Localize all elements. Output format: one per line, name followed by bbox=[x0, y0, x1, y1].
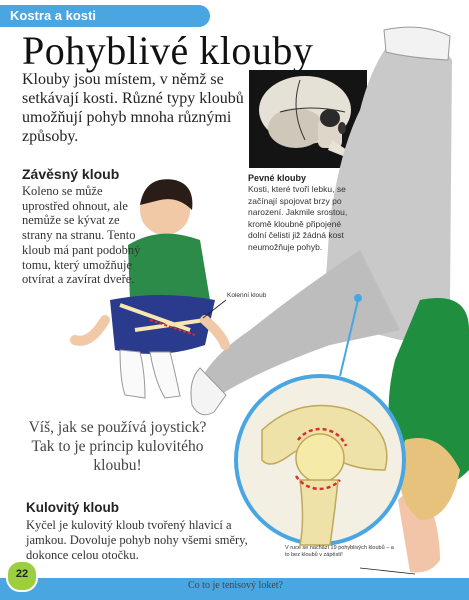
section-tab bbox=[0, 5, 210, 27]
hand-joints-caption: V ruce se nachází 19 pohyblivých kloubů – a to bez kloubů v zápěstí! bbox=[285, 545, 394, 558]
fixed-joints-heading: Pevné klouby bbox=[248, 173, 307, 183]
knee-joint-label: Kolenní kloub bbox=[227, 292, 267, 299]
ball-joint-heading: Kulovitý kloub bbox=[26, 500, 120, 515]
intro-paragraph: Klouby jsou místem, v němž se setkávají kosti. Různé typy kloubů umožňují pohyb mnoha různými způsoby. bbox=[22, 71, 244, 145]
section-label: Kostra a kosti bbox=[10, 8, 96, 23]
ball-joint-text: Kyčel je kulovitý kloub tvořený hlavicí a jamkou. Dovoluje pohyb nohy všemi směry, dokonce celou otočku. bbox=[26, 518, 248, 562]
hinge-joint-heading: Závěsný kloub bbox=[22, 166, 120, 182]
wrist-pointer-line bbox=[360, 568, 415, 574]
joystick-callout: Víš, jak se používá joystick? Tak to je princip kulovitého kloubu! bbox=[28, 419, 207, 474]
page-title: Pohyblivé klouby bbox=[22, 28, 314, 73]
fixed-joints-text: Kosti, které tvoří lebku, se začínají spojovat brzy po narození. Jakmile srostou, kromě kloubně připojené dolní čelisti již žádná kost neumožňuje pohyb. bbox=[248, 184, 348, 252]
page-number-badge bbox=[6, 560, 38, 592]
page-number: 22 bbox=[15, 568, 29, 580]
hinge-joint-text: Koleno se může uprostřed ohnout, ale nemůže se kývat ze strany na stranu. Tento kloub má pant podobný tomu, který umožňuje otvírat a zavírat dveře. bbox=[22, 184, 141, 287]
footer-cross-reference[interactable]: Co to je tenisový loket? bbox=[188, 580, 283, 591]
